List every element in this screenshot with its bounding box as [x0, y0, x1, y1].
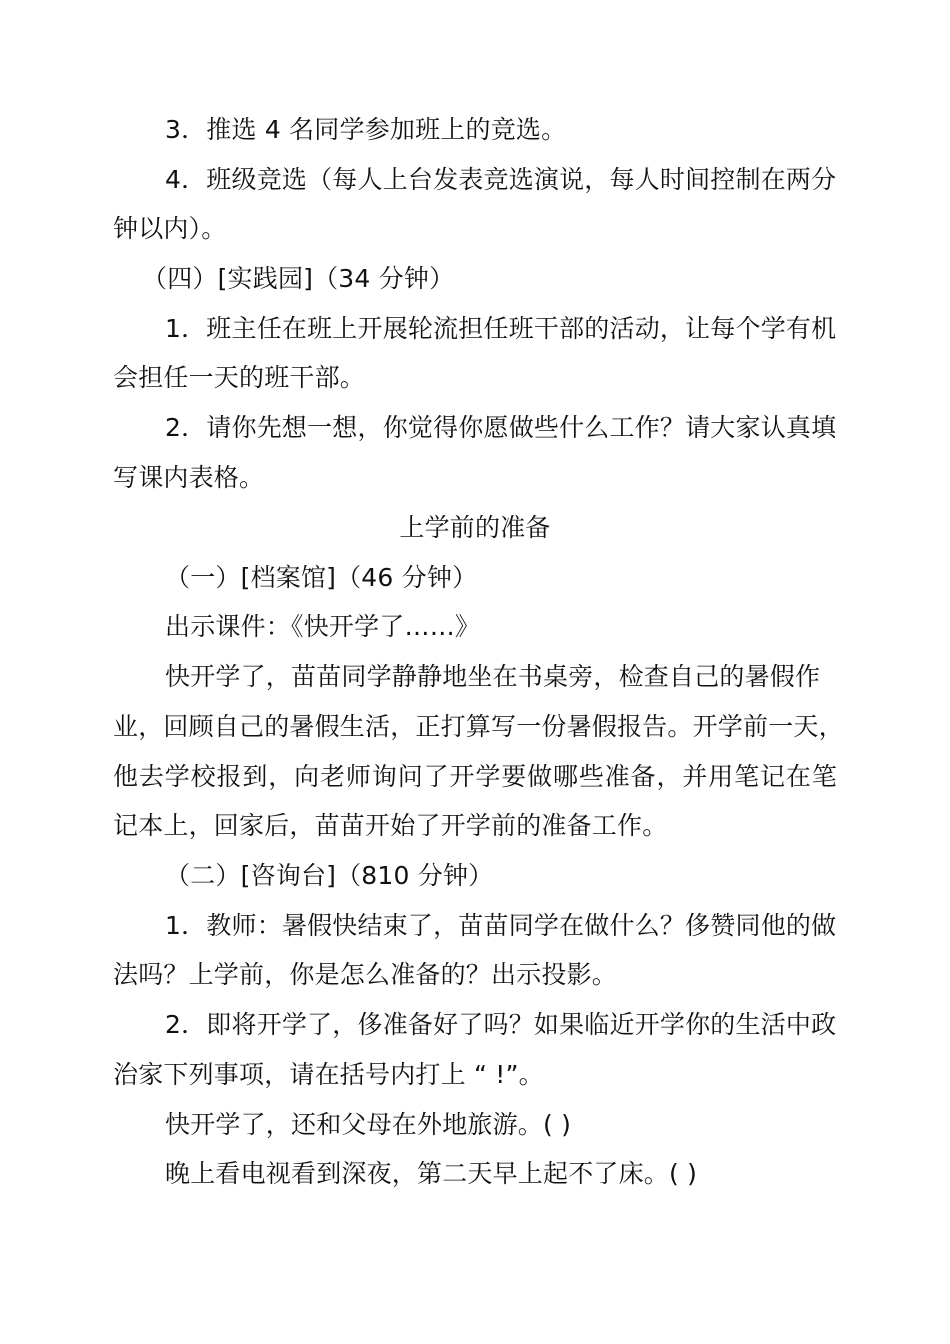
courseware-line: 出示课件：《快开学了……》 — [165, 612, 481, 641]
consult-item-1-continuation: 法吗？上学前，你是怎么准备的？出示投影。 — [113, 960, 618, 989]
checklist-item-travel: 快开学了，还和父母在外地旅游。( ) — [165, 1110, 572, 1139]
section-heading-archive: （一）[档案馆]（46 分钟） — [165, 563, 478, 592]
list-item-4: 4．班级竞选（每人上台发表竞选演说，每人时间控制在两分 — [165, 165, 837, 194]
story-paragraph-line-3: 他去学校报到，向老师询问了开学要做哪些准备，并用笔记在笔 — [113, 762, 837, 791]
list-item-4-continuation: 钟以内）。 — [113, 214, 227, 243]
practice-item-2: 2．请你先想一想，你觉得你愿做些什么工作？请大家认真填 — [165, 413, 837, 442]
section-heading-consult: （二）[咨询台]（810 分钟） — [165, 861, 494, 890]
practice-item-2-continuation: 写课内表格。 — [113, 463, 265, 492]
consult-item-2: 2．即将开学了，侈准备好了吗？如果临近开学你的生活中政 — [165, 1010, 837, 1039]
lesson-title: 上学前的准备 — [399, 513, 551, 542]
practice-item-1: 1．班主任在班上开展轮流担任班干部的活动，让每个学有机 — [165, 314, 837, 343]
consult-item-1: 1．教师：暑假快结束了，苗苗同学在做什么？侈赞同他的做 — [165, 911, 837, 940]
list-item-3: 3．推选 4 名同学参加班上的竞选。 — [165, 115, 567, 144]
story-paragraph-line-4: 记本上，回家后，苗苗开始了开学前的准备工作。 — [113, 811, 668, 840]
consult-item-2-continuation: 治家下列事项，请在括号内打上 “ !”。 — [113, 1060, 544, 1089]
story-paragraph-line-1: 快开学了，苗苗同学静静地坐在书桌旁，检查自己的暑假作 — [165, 662, 821, 691]
checklist-item-tv: 晚上看电视看到深夜，第二天早上起不了床。( ) — [165, 1159, 698, 1188]
practice-item-1-continuation: 会担任一天的班干部。 — [113, 363, 366, 392]
section-heading-practice: （四）[实践园]（34 分钟） — [142, 264, 455, 293]
story-paragraph-line-2: 业，回顾自己的暑假生活，正打算写一份暑假报告。开学前一天， — [113, 712, 844, 741]
